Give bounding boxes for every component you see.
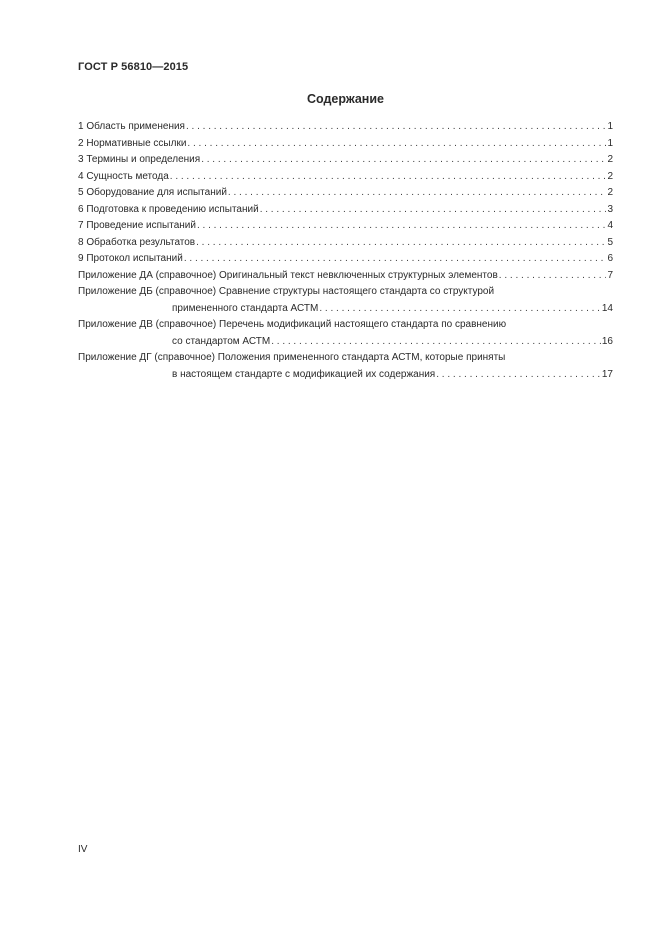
toc-entry-page: 17 (601, 368, 613, 380)
toc-appendix-label: Приложение ДА (справочное) Оригинальный текст невключенных структурных элементов (78, 269, 498, 281)
leader-dots (197, 218, 606, 235)
leader-dots (196, 235, 606, 252)
leader-dots (187, 136, 606, 153)
toc-entry-page: 5 (607, 236, 613, 248)
leader-dots (184, 251, 607, 268)
toc-appendix-entry[interactable] (78, 284, 613, 317)
toc-entry-page: 2 (607, 187, 613, 198)
leader-dots (228, 185, 607, 202)
toc-entry-page: 2 (607, 154, 613, 165)
toc-entry-page: 6 (607, 253, 613, 264)
toc-entry[interactable] (78, 218, 613, 235)
toc-entry-label: 9 Протокол испытаний (78, 253, 183, 264)
toc-appendix-label: Приложение ДБ (справочное) Сравнение структуры настоящего стандарта со структурой (78, 286, 495, 297)
toc-entry-label: 2 Нормативные ссылки (78, 137, 187, 149)
toc-entry-label: 1 Область применения (78, 121, 185, 132)
toc-appendix-label: Приложение ДВ (справочное) Перечень модификаций настоящего стандарта по сравнению (78, 319, 507, 330)
toc-appendix-label-cont: примененного стандарта АСТМ (172, 302, 319, 314)
toc-entry-page: 1 (607, 137, 613, 149)
toc-entry-page: 1 (607, 121, 613, 132)
leader-dots (499, 268, 607, 285)
toc-entry[interactable] (78, 235, 613, 252)
toc-entry-page: 4 (607, 220, 613, 231)
toc-entry[interactable] (78, 136, 613, 153)
toc-appendix-entry[interactable] (78, 268, 613, 285)
toc-entry[interactable] (78, 119, 613, 136)
toc-appendix-label-cont: со стандартом АСТМ (172, 335, 271, 347)
toc-entry-page: 2 (607, 170, 613, 182)
page-title: Содержание (306, 92, 384, 106)
toc-entry-page: 7 (607, 269, 613, 281)
toc-appendix-label-cont: в настоящем стандарте с модификацией их содержания (172, 368, 436, 380)
toc-entry[interactable] (78, 251, 613, 268)
document-header: ГОСТ Р 56810—2015 (78, 61, 189, 73)
toc-entry-page: 16 (601, 335, 613, 347)
toc-appendix-entry[interactable] (78, 317, 613, 350)
toc-entry-label: 5 Оборудование для испытаний (78, 187, 227, 198)
toc-entry[interactable] (78, 202, 613, 219)
page-number: IV (78, 844, 88, 855)
leader-dots (260, 202, 607, 219)
leader-dots (271, 334, 601, 351)
toc-entry[interactable] (78, 185, 613, 202)
toc-appendix-label: Приложение ДГ (справочное) Положения примененного стандарта АСТМ, которые приняты (78, 352, 506, 363)
toc-entry[interactable] (78, 152, 613, 169)
toc-appendix-entry[interactable] (78, 350, 613, 383)
toc-entry-label: 8 Обработка результатов (78, 236, 196, 248)
leader-dots (319, 301, 601, 318)
toc-entry[interactable] (78, 169, 613, 186)
toc-entry-label: 7 Проведение испытаний (78, 220, 196, 231)
leader-dots (186, 119, 606, 136)
toc-entry-label: 6 Подготовка к проведению испытаний (78, 203, 259, 215)
leader-dots (170, 169, 607, 186)
leader-dots (201, 152, 606, 169)
table-of-contents (78, 119, 613, 383)
toc-entry-page: 14 (601, 302, 613, 314)
toc-entry-label: 3 Термины и определения (78, 154, 201, 165)
toc-entry-label: 4 Сущность метода (78, 170, 169, 182)
toc-entry-page: 3 (607, 203, 613, 215)
leader-dots (436, 367, 601, 384)
